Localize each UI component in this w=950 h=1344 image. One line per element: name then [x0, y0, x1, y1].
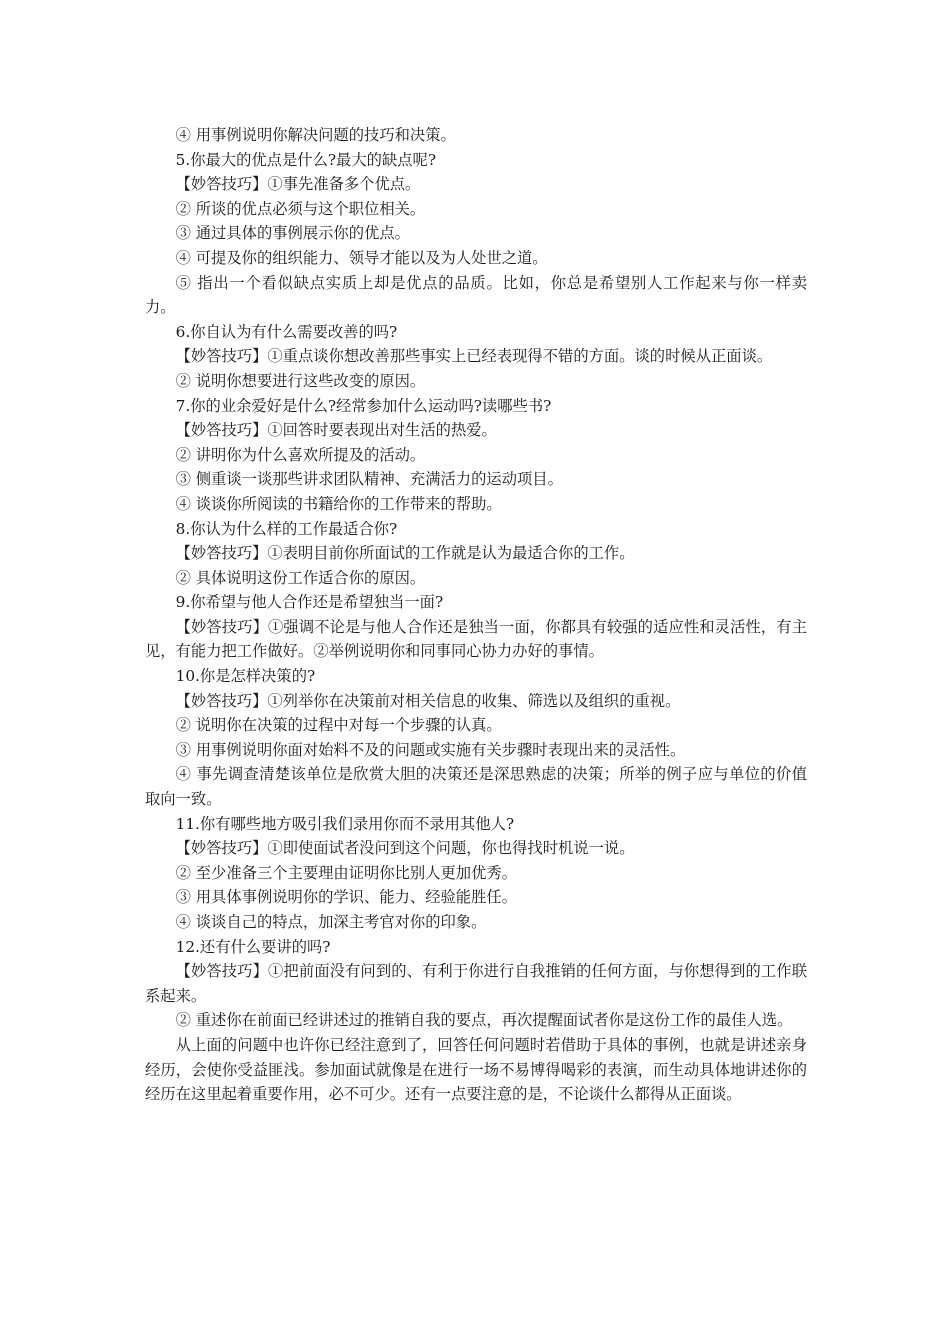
tip-item: ④ 谈谈你所阅读的书籍给你的工作带来的帮助。 — [175, 494, 502, 513]
question-heading: 6.你自认为有什么需要改善的吗? — [175, 322, 398, 341]
tip-item: ④ 用事例说明你解决问题的技巧和决策。 — [175, 126, 456, 144]
tip-intro: 【妙答技巧】①重点谈你想改善那些事实上已经表现得不错的方面。谈的时候从正面谈。 — [175, 347, 773, 366]
tip-intro: 【妙答技巧】①即使面试者没问到这个问题，你也得找时机说一说。 — [175, 839, 635, 858]
tip-item: ④ 可提及你的组织能力、领导才能以及为人处世之道。 — [175, 248, 548, 267]
tip-item: ④ 事先调查清楚该单位是欣赏大胆的决策还是深思熟虑的决策；所举的例子应与单位的价值取向一致。 — [145, 765, 807, 809]
question-heading: 7.你的业余爱好是什么?经常参加什么运动吗?读哪些书? — [175, 396, 552, 415]
tip-item: ② 说明你想要进行这些改变的原因。 — [175, 371, 426, 390]
tip-item: ② 重述你在前面已经讲述过的推销自我的要点，再次提醒面试者你是这份工作的最佳人选。 — [175, 1011, 793, 1030]
tip-item: ② 讲明你为什么喜欢所提及的活动。 — [175, 445, 426, 464]
question-heading: 5.你最大的优点是什么?最大的缺点呢? — [175, 150, 437, 169]
question-heading: 9.你希望与他人合作还是希望独当一面? — [175, 593, 444, 612]
question-heading: 12.还有什么要讲的吗? — [175, 937, 331, 956]
tip-item: ⑤ 指出一个看似缺点实质上却是优点的品质。比如，你总是希望别人工作起来与你一样卖力。 — [145, 273, 807, 317]
tip-intro: 【妙答技巧】①列举你在决策前对相关信息的收集、筛选以及组织的重视。 — [175, 691, 681, 710]
tip-intro: 【妙答技巧】①表明目前你所面试的工作就是认为最适合你的工作。 — [175, 544, 635, 563]
tip-item: ③ 侧重谈一谈那些讲求团队精神、充满活力的运动项目。 — [175, 470, 563, 489]
question-heading: 11.你有哪些地方吸引我们录用你而不录用其他人? — [175, 814, 515, 833]
tip-intro: 【妙答技巧】①强调不论是与他人合作还是独当一面，你都具有较强的适应性和灵活性，有主见，有能力把工作做好。②举例说明你和同事同心协力办好的事情。 — [145, 617, 807, 661]
tip-item: ③ 通过具体的事例展示你的优点。 — [175, 224, 410, 243]
tip-intro: 【妙答技巧】①把前面没有问到的、有利于你进行自我推销的任何方面，与你想得到的工作联系起来。 — [145, 962, 807, 1005]
tip-item: ④ 谈谈自己的特点，加深主考官对你的印象。 — [175, 913, 487, 931]
question-heading: 10.你是怎样决策的? — [175, 667, 316, 686]
question-heading: 8.你认为什么样的工作最适合你? — [175, 519, 398, 538]
tip-item: ③ 用事例说明你面对始料不及的问题或实施有关步骤时表现出来的灵活性。 — [175, 740, 686, 759]
closing-paragraph: 从上面的问题中也许你已经注意到了，回答任何问题时若借助于具体的事例，也就是讲述亲身经历，会使你受益匪浅。参加面试就像是在进行一场不易博得喝彩的表演，而生动具体地讲述你的经历在这里起着重要作用，必不可少。还有一点要注意的是，不论谈什么都得从正面谈。 — [145, 1035, 807, 1104]
tip-intro: 【妙答技巧】①事先准备多个优点。 — [175, 175, 421, 194]
tip-item: ② 说明你在决策的过程中对每一个步骤的认真。 — [175, 716, 502, 735]
document-body — [145, 123, 807, 1107]
tip-item: ② 至少准备三个主要理由证明你比别人更加优秀。 — [175, 863, 517, 882]
tip-item: ③ 用具体事例说明你的学识、能力、经验能胜任。 — [175, 888, 517, 907]
tip-item: ② 所谈的优点必须与这个职位相关。 — [175, 199, 426, 218]
tip-intro: 【妙答技巧】①回答时要表现出对生活的热爱。 — [175, 421, 497, 440]
tip-item: ② 具体说明这份工作适合你的原因。 — [175, 568, 426, 587]
